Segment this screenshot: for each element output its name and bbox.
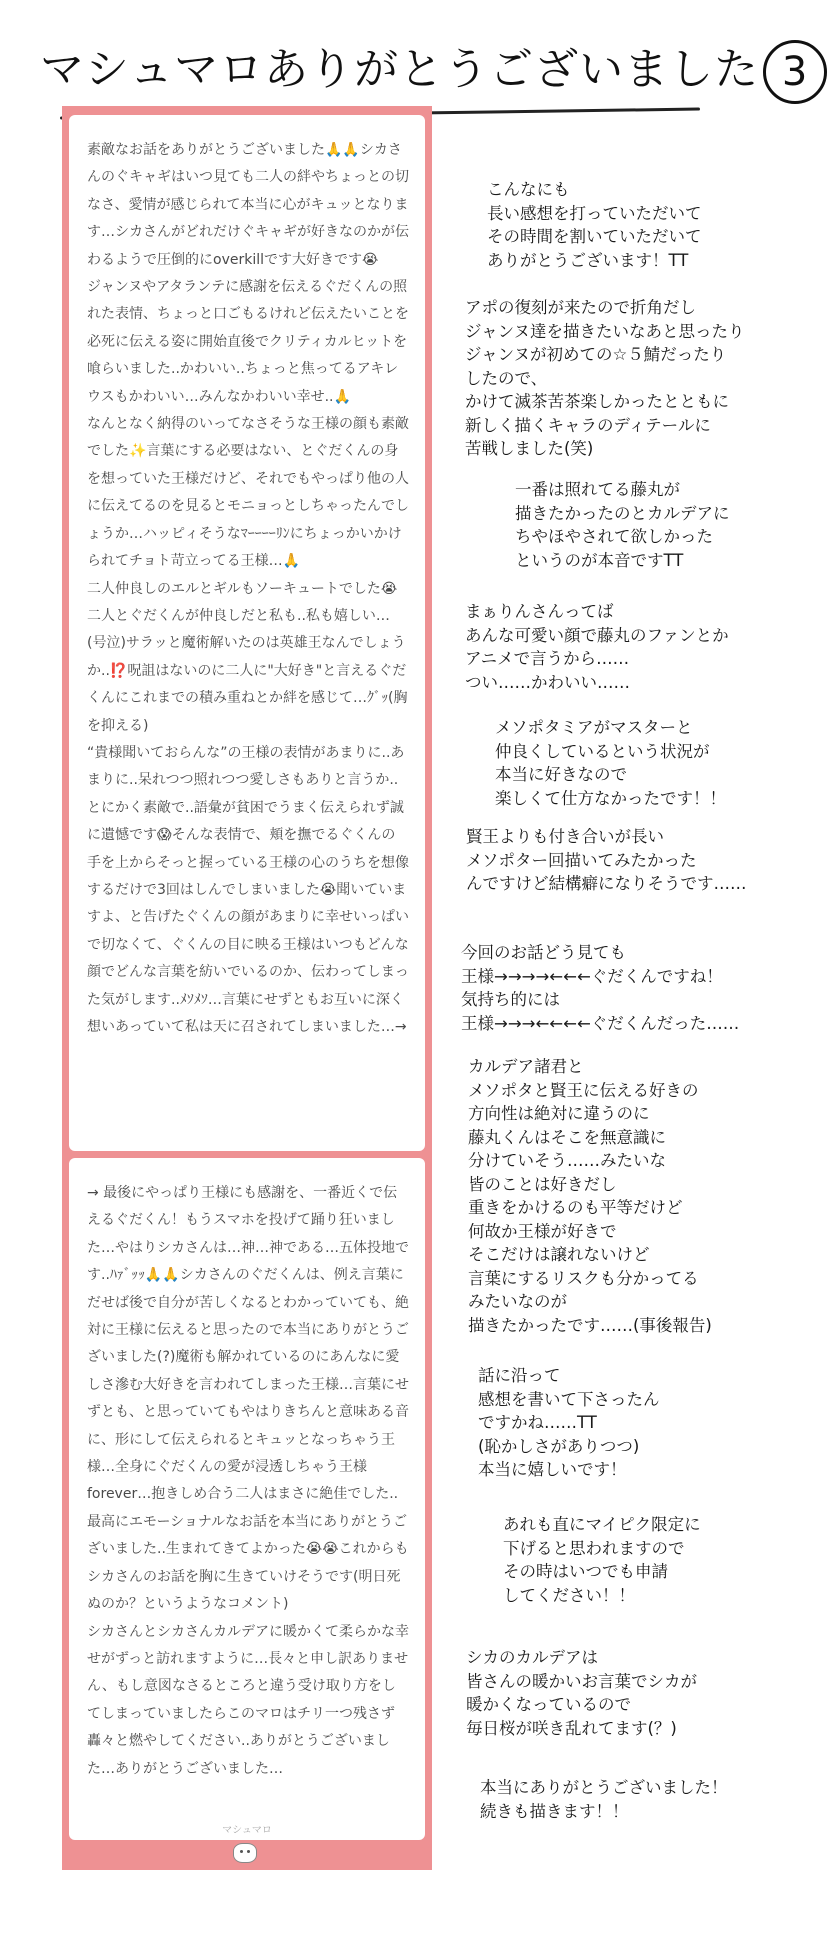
message-paragraph: なんとなく納得のいってなさそうな王様の顔も素敵でした✨言葉にする必要はない、とぐだくんの身を想っていた王様だけど、それでもやっぱり他の人に伝えてるのを見るとモニョっとしちゃったんでしょうか…ハッピィそうなﾏｰｰｰｰﾘﾝにちょっかいかけられてチョト苛立ってる王様…🙏 — [87, 416, 409, 570]
reply-note: メソポタミアがマスターと 仲良くしているという状況が 本当に好きなので 楽しくて仕方なかったです！！ — [495, 718, 726, 808]
reply-note: 今回のお話どう見ても 王様→→→→←←←ぐだくんですね！ 気持ち的には 王様→→→←←←←ぐだくんだった…… — [461, 943, 740, 1033]
marshmallow-mascot-icon — [233, 1843, 257, 1863]
reply-note: シカのカルデアは 皆さんの暖かいお言葉でシカが 暖かくなっているので 毎日桜が咲き乱れてます(？) — [466, 1648, 697, 1738]
reply-note: 話に沿って 感想を書いて下さったん ですかね……TT (恥かしさがありつつ) 本当に嬉しいです！ — [478, 1366, 660, 1479]
marshmallow-footer-label: マシュマロ — [222, 1825, 272, 1836]
title-number: 3 — [763, 40, 827, 104]
title-text: マシュマロありがとうございました — [40, 44, 760, 95]
message-paragraph: 素敵なお話をありがとうございました🙏🙏シカさんのぐキャギはいつ見ても二人の絆やちょっとの切なさ、愛情が感じられて本当に心がキュッとなります…シカさんがどれだけぐキャギが好きなのかが伝わるようで圧倒的にoverkillです大好きです😭 — [87, 142, 409, 268]
reply-note: 本当にありがとうございました！ 続きも描きます！！ — [480, 1778, 728, 1821]
message-paragraph: シカさんとシカさんカルデアに暖かくて柔らかな幸せがずっと訪れますように…長々と申し訳ありません、もし意図なさるところと違う受け取り方をしてしまっていましたらこのマロはチリ一つ残さず轟々と燃やしてください..ありがとうございました…ありがとうございました… — [87, 1623, 409, 1777]
reply-note: まぁりんさんってば あんな可愛い顔で藤丸のファンとか アニメで言うから…… つい……かわいい…… — [465, 602, 729, 692]
reply-note: 一番は照れてる藤丸が 描きたかったのとカルデアに ちやほやされて欲しかった というのが本音ですTT — [515, 480, 730, 570]
message-paragraph: ジャンヌやアタランテに感謝を伝えるぐだくんの照れた表情、ちょっと口ごもるけれど伝えたいことを必死に伝える姿に開始直後でクリティカルヒットを喰らいました..かわいい..ちょっと焦ってるアキレウスもかわいい…みんなかわいい幸せ..🙏 — [87, 279, 409, 405]
reply-note: アポの復刻が来たので折角だし ジャンヌ達を描きたいなあと思ったり ジャンヌが初めての☆５鯖だったり したので、 かけて滅茶苦茶楽しかったとともに 新しく描くキャラのディテールに 苦戦しました(笑) — [465, 298, 745, 458]
message-card-2 — [69, 1158, 425, 1840]
reply-note: こんなにも 長い感想を打っていただいて その時間を割いていただいて ありがとうございます！TT — [487, 180, 702, 270]
reply-note: カルデア諸君と メソポタと賢王に伝える好きの 方向性は絶対に違うのに 藤丸くんはそこを無意識に 分けていそう……みたいな 皆のことは好きだし 重きをかけるのも平等だけど 何故か王様が好きで そこだけは譲れないけど 言葉にするリスクも分かってる みたいなのが 描きたかったです……(事後報告) — [468, 1057, 712, 1335]
page-title — [40, 30, 809, 110]
reply-note: 賢王よりも付き合いが長い メソポター回描いてみたかった んですけど結構癖になりそうです…… — [466, 827, 747, 893]
message-card-1 — [69, 115, 425, 1151]
message-paragraph: “貴様聞いておらんな”の王様の表情があまりに..あまりに..呆れつつ照れつつ愛しさもありと言うか..とにかく素敵で..語彙が貧困でうまく伝えられず誠に遺憾です😱そんな表情で、頬を撫でるぐくんの手を上からそっと握っている王様の心のうちを想像するだけで3回はしんでしまいました😭聞いていますよ、と告げたぐくんの顔があまりに幸せいっぱいで切なくて、ぐくんの目に映る王様はいつもどんな顔でどんな言葉を紡いでいるのか、伝わってしまった気がします..ﾒｿﾒｿ…言葉にせずともお互いに深く想いあっていて私は天に召されてしまいました…→ — [87, 744, 409, 1035]
message-paragraph: → 最後にやっぱり王様にも感謝を、一番近くで伝えるぐだくん！もうスマホを投げて踊り狂いました…やはりシカさんは…神…神である…五体投地です..ﾊｧﾞｯｯ🙏🙏シカさんのぐだくんは、例え言葉にだせば後で自分が苦しくなるとわかっていても、絶対に王様に伝えると思ったので本当にありがとうございました(?)魔術も解かれているのにあんなに愛しさ滲む大好きを言われてしまった王様…言葉にせずとも、と思っていてもやはりきちんと意味ある音に、形にして伝えられるとキュッとなっちゃう王様…全身にぐだくんの愛が浸透しちゃう王様forever…抱きしめ合う二人はまさに絶佳でした..最高にエモーショナルなお話を本当にありがとうございました..生まれてきてよかった😭😭これからもシカさんのお話を胸に生きていけそうです(明日死ぬのか？というようなコメント) — [87, 1185, 409, 1613]
reply-note: あれも直にマイピク限定に 下げると思われますので その時はいつでも申請 してください！！ — [503, 1515, 701, 1605]
message-paragraph: 二人仲良しのエルとギルもソーキュートでした😭二人とぐだくんが仲良しだと私も..私も嬉しい…(号泣)サラッと魔術解いたのは英雄王なんでしょうか..⁉️呪詛はないのに二人に"大好き"と言えるぐだくんにこれまでの積み重ねとか絆を感じて…ｸﾞｯ(胸を抑える) — [87, 580, 408, 734]
